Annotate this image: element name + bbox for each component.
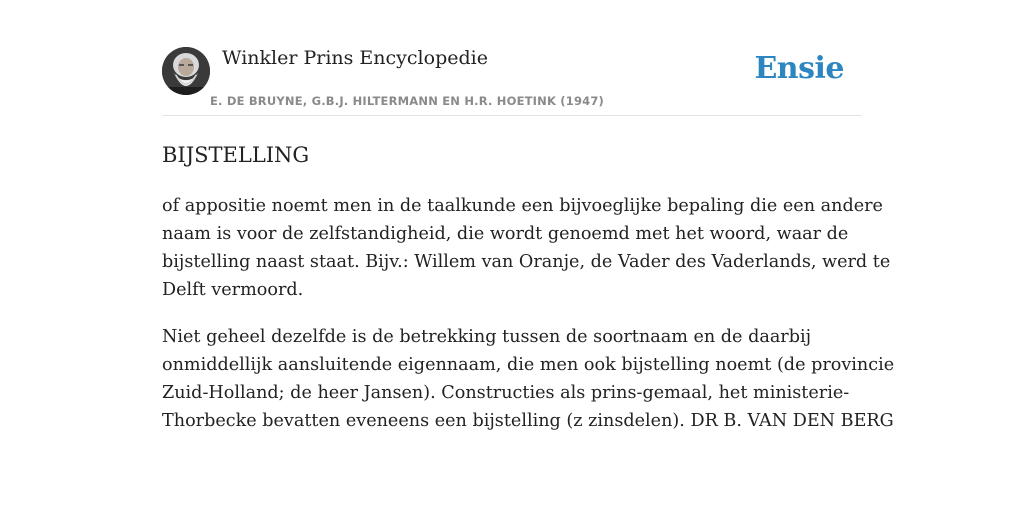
article-page [162,0,895,512]
ensie-logo[interactable]: Ensie [754,51,844,86]
entry-body [162,192,895,454]
paragraph-line: Niet geheel dezelfde is de betrekking tussen de soortnaam en de daarbij [162,327,812,347]
paragraph-line: bijstelling naast staat. Bijv.: Willem van Oranje, de Vader des Vaderlands, werd te [162,252,891,272]
paragraph-line: Thorbecke bevatten eveneens een bijstelling (z zinsdelen). DR B. VAN DEN BERG [162,411,894,431]
paragraph-line: of appositie noemt men in de taalkunde een bijvoeglijke bepaling die een andere [162,196,883,216]
entry-paragraph [162,323,895,435]
paragraph-line: Zuid-Holland; de heer Jansen). Constructies als prins-gemaal, het ministerie- [162,383,850,403]
article-header [162,0,862,116]
paragraph-line: onmiddellijk aansluitende eigennaam, die men ook bijstelling noemt (de provincie [162,355,895,375]
author-portrait-icon [162,47,210,95]
source-title[interactable]: Winkler Prins Encyclopedie [222,47,488,69]
entry-headword: BIJSTELLING [162,143,310,167]
paragraph-line: Delft vermoord. [162,280,304,300]
source-authors: E. DE BRUYNE, G.B.J. HILTERMANN EN H.R. HOETINK (1947) [210,94,605,108]
entry-paragraph [162,192,891,304]
paragraph-line: naam is voor de zelfstandigheid, die wordt genoemd met het woord, waar de [162,224,849,244]
author-avatar[interactable] [162,47,210,95]
